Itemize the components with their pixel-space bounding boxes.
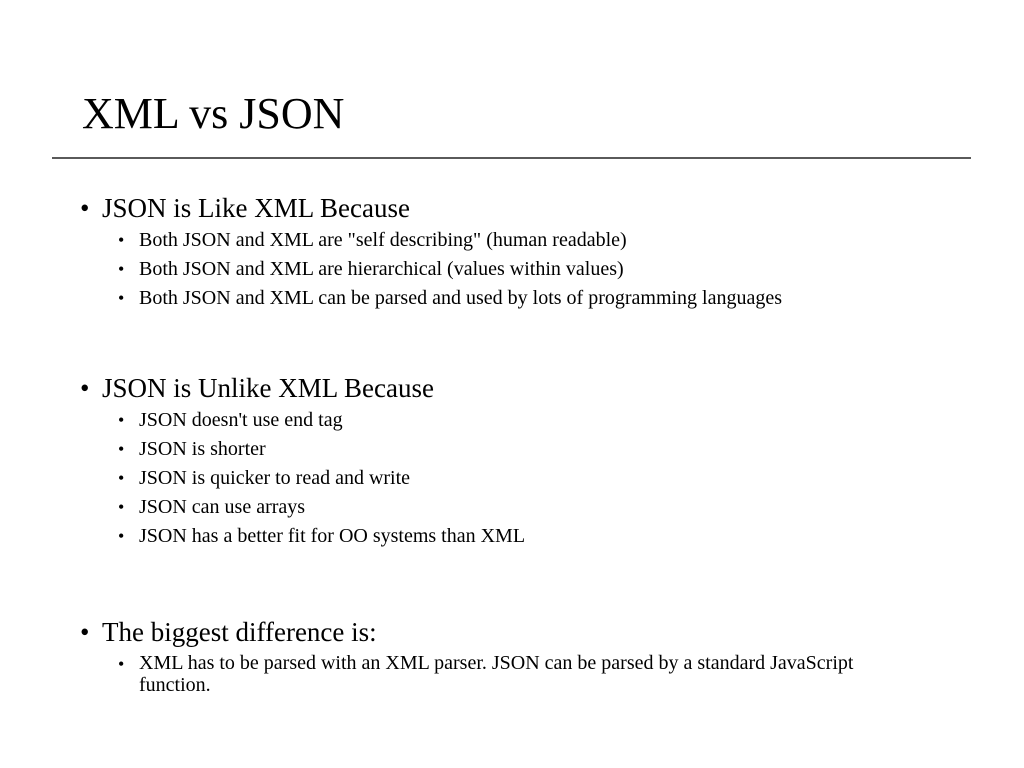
sub-bullet-item bbox=[0, 466, 1024, 490]
sub-bullet-text: JSON can use arrays bbox=[139, 496, 306, 518]
sub-bullet-list bbox=[0, 408, 1024, 548]
sub-bullet-item bbox=[0, 408, 1024, 432]
section-heading bbox=[0, 616, 1024, 648]
sub-bullet-list bbox=[0, 228, 1024, 310]
bullet-dot-icon: • bbox=[80, 373, 90, 403]
bullet-dot-icon: • bbox=[80, 193, 90, 223]
sub-bullet-text: Both JSON and XML are "self describing" (human readable) bbox=[139, 229, 627, 251]
section-like-xml bbox=[0, 192, 1024, 315]
sub-bullet-item bbox=[0, 495, 1024, 519]
bullet-dot-icon: • bbox=[118, 230, 125, 250]
sub-bullet-item bbox=[0, 286, 1024, 310]
sub-bullet-list bbox=[0, 652, 1024, 696]
sub-bullet-item bbox=[0, 524, 1024, 548]
bullet-dot-icon: • bbox=[118, 439, 125, 459]
sub-bullet-text: JSON is shorter bbox=[139, 438, 266, 460]
section-heading-text: JSON is Unlike XML Because bbox=[102, 373, 434, 403]
bullet-dot-icon: • bbox=[80, 617, 90, 647]
section-biggest-difference bbox=[0, 616, 1024, 701]
bullet-dot-icon: • bbox=[118, 526, 125, 546]
sub-bullet-item bbox=[0, 652, 1024, 696]
bullet-dot-icon: • bbox=[118, 259, 125, 279]
section-unlike-xml bbox=[0, 372, 1024, 553]
bullet-dot-icon: • bbox=[118, 288, 125, 308]
sub-bullet-text: JSON is quicker to read and write bbox=[139, 467, 411, 489]
bullet-dot-icon: • bbox=[118, 468, 125, 488]
section-heading-text: JSON is Like XML Because bbox=[102, 193, 410, 223]
sub-bullet-text: Both JSON and XML can be parsed and used by lots of programming languages bbox=[139, 287, 783, 309]
bullet-dot-icon: • bbox=[118, 497, 125, 517]
bullet-dot-icon: • bbox=[118, 654, 125, 674]
sub-bullet-item bbox=[0, 437, 1024, 461]
section-heading bbox=[0, 192, 1024, 224]
bullet-dot-icon: • bbox=[118, 410, 125, 430]
sub-bullet-text: Both JSON and XML are hierarchical (values within values) bbox=[139, 258, 624, 280]
section-heading bbox=[0, 372, 1024, 404]
slide-title: XML vs JSON bbox=[82, 89, 345, 138]
sub-bullet-text: XML has to be parsed with an XML parser. JSON can be parsed by a standard JavaScript function. bbox=[139, 652, 854, 696]
sub-bullet-text: JSON doesn't use end tag bbox=[139, 409, 343, 431]
sub-bullet-item bbox=[0, 257, 1024, 281]
section-heading-text: The biggest difference is: bbox=[102, 617, 377, 647]
sub-bullet-text: JSON has a better fit for OO systems than XML bbox=[139, 525, 526, 547]
sub-bullet-item bbox=[0, 228, 1024, 252]
